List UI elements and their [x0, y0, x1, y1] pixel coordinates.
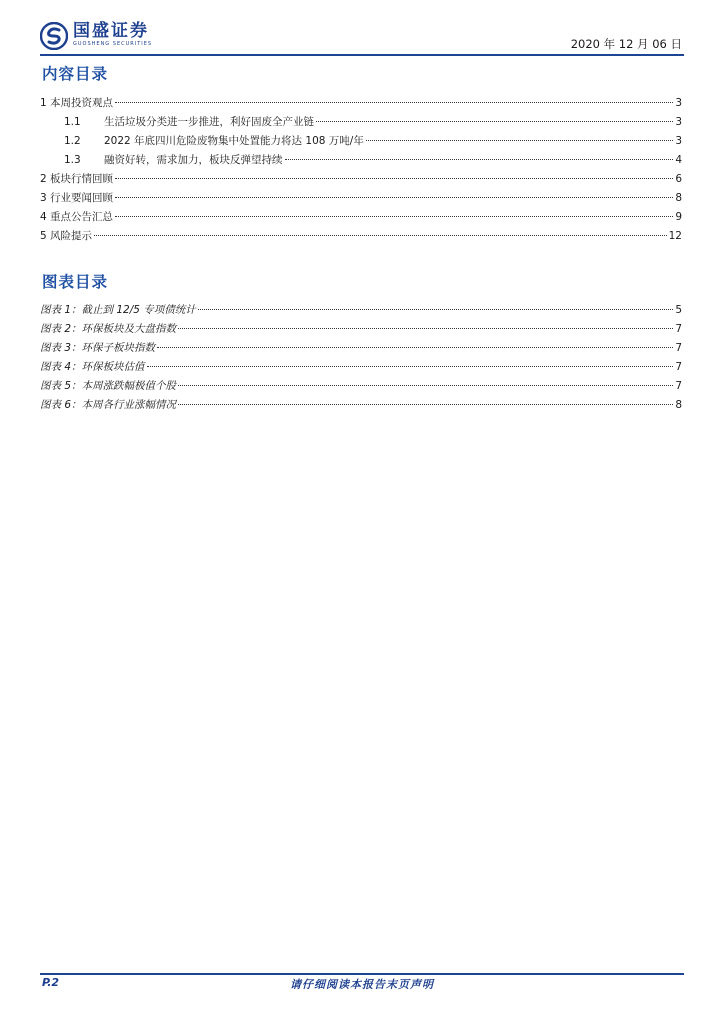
dot-leader	[285, 159, 674, 160]
dot-leader	[94, 235, 667, 236]
toc-entry-page: 3	[675, 135, 682, 147]
toc-entry-number: 1.1	[64, 116, 81, 128]
figure-entry[interactable]	[40, 339, 682, 358]
toc-entry[interactable]	[40, 208, 682, 227]
figure-entry-title: 图表 2：环保板块及大盘指数	[40, 323, 177, 335]
toc-entry-number: 4	[40, 211, 51, 223]
figure-entry[interactable]	[40, 320, 682, 339]
toc-title: 内容目录	[42, 65, 109, 83]
toc-entry-page: 8	[675, 192, 682, 204]
dot-leader	[115, 178, 673, 179]
toc-entry-title: 生活垃圾分类进一步推进，利好固废全产业链	[104, 116, 314, 128]
toc-entry[interactable]	[40, 132, 682, 151]
figure-entry-title: 图表 4：环保板块估值	[40, 361, 145, 373]
report-date: 2020 年 12 月 06 日	[570, 37, 682, 51]
toc-entry-number: 1.3	[64, 154, 81, 166]
figure-entry[interactable]	[40, 396, 682, 415]
toc-entry[interactable]	[40, 151, 682, 170]
toc-entry-page: 3	[675, 97, 682, 109]
toc-entry-number: 1	[40, 97, 51, 109]
figure-entry-title: 图表 1：截止到 12/5 专项债统计	[40, 304, 196, 316]
toc-entry[interactable]	[40, 170, 682, 189]
dot-leader	[178, 328, 673, 329]
dot-leader	[178, 404, 673, 405]
list-of-figures	[40, 301, 682, 415]
toc-entry-number: 3	[40, 192, 51, 204]
figure-entry-page: 5	[675, 304, 682, 316]
dot-leader	[115, 216, 673, 217]
figure-entry-page: 7	[675, 323, 682, 335]
logo-text: 国盛证券	[73, 21, 149, 41]
logo-icon	[40, 22, 68, 50]
figure-entry-page: 7	[675, 342, 682, 354]
dot-leader	[115, 102, 673, 103]
toc-entry[interactable]	[40, 94, 682, 113]
figure-entry[interactable]	[40, 377, 682, 396]
toc-entry-page: 6	[675, 173, 682, 185]
figure-entry-title: 图表 5：本周涨跌幅极值个股	[40, 380, 177, 392]
logo-subtext: GUOSHENG SECURITIES	[73, 41, 153, 47]
company-logo	[40, 22, 152, 50]
dot-leader	[157, 347, 673, 348]
figure-entry-page: 8	[675, 399, 682, 411]
toc-entry[interactable]	[40, 227, 682, 246]
toc-entry-number: 5	[40, 230, 51, 242]
page-number: P.2	[42, 976, 60, 989]
toc-entry-title: 重点公告汇总	[50, 211, 114, 223]
figure-entry-page: 7	[675, 361, 682, 373]
dot-leader	[147, 366, 674, 367]
figure-entry-title: 图表 6：本周各行业涨幅情况	[40, 399, 177, 411]
footer-divider	[40, 973, 684, 975]
figure-entry[interactable]	[40, 301, 682, 320]
toc-entry-title: 风险提示	[50, 230, 93, 242]
page-header	[40, 18, 684, 56]
toc-entry-page: 12	[668, 230, 682, 242]
toc-entry-page: 9	[675, 211, 682, 223]
toc-entry-page: 4	[675, 154, 682, 166]
dot-leader	[178, 385, 673, 386]
toc-entry-title: 本周投资观点	[50, 97, 114, 109]
toc-entry-number: 2	[40, 173, 51, 185]
dot-leader	[366, 140, 673, 141]
footer-disclaimer: 请仔细阅读本报告末页声明	[290, 978, 434, 991]
toc-entry-page: 3	[675, 116, 682, 128]
toc-entry-title: 板块行情回顾	[50, 173, 114, 185]
dot-leader	[316, 121, 673, 122]
figures-title: 图表目录	[42, 273, 109, 291]
toc-entry[interactable]	[40, 189, 682, 208]
toc-entry-title: 行业要闻回顾	[50, 192, 114, 204]
toc-entry-title: 2022 年底四川危险废物集中处置能力将达 108 万吨/年	[104, 135, 364, 147]
header-divider	[40, 54, 684, 56]
dot-leader	[115, 197, 673, 198]
toc-entry-number: 1.2	[64, 135, 81, 147]
dot-leader	[198, 309, 674, 310]
figure-entry[interactable]	[40, 358, 682, 377]
toc-entry-title: 融资好转，需求加力，板块反弹望持续	[104, 154, 283, 166]
figure-entry-page: 7	[675, 380, 682, 392]
toc-entry[interactable]	[40, 113, 682, 132]
table-of-contents	[40, 94, 682, 246]
figure-entry-title: 图表 3：环保子板块指数	[40, 342, 156, 354]
